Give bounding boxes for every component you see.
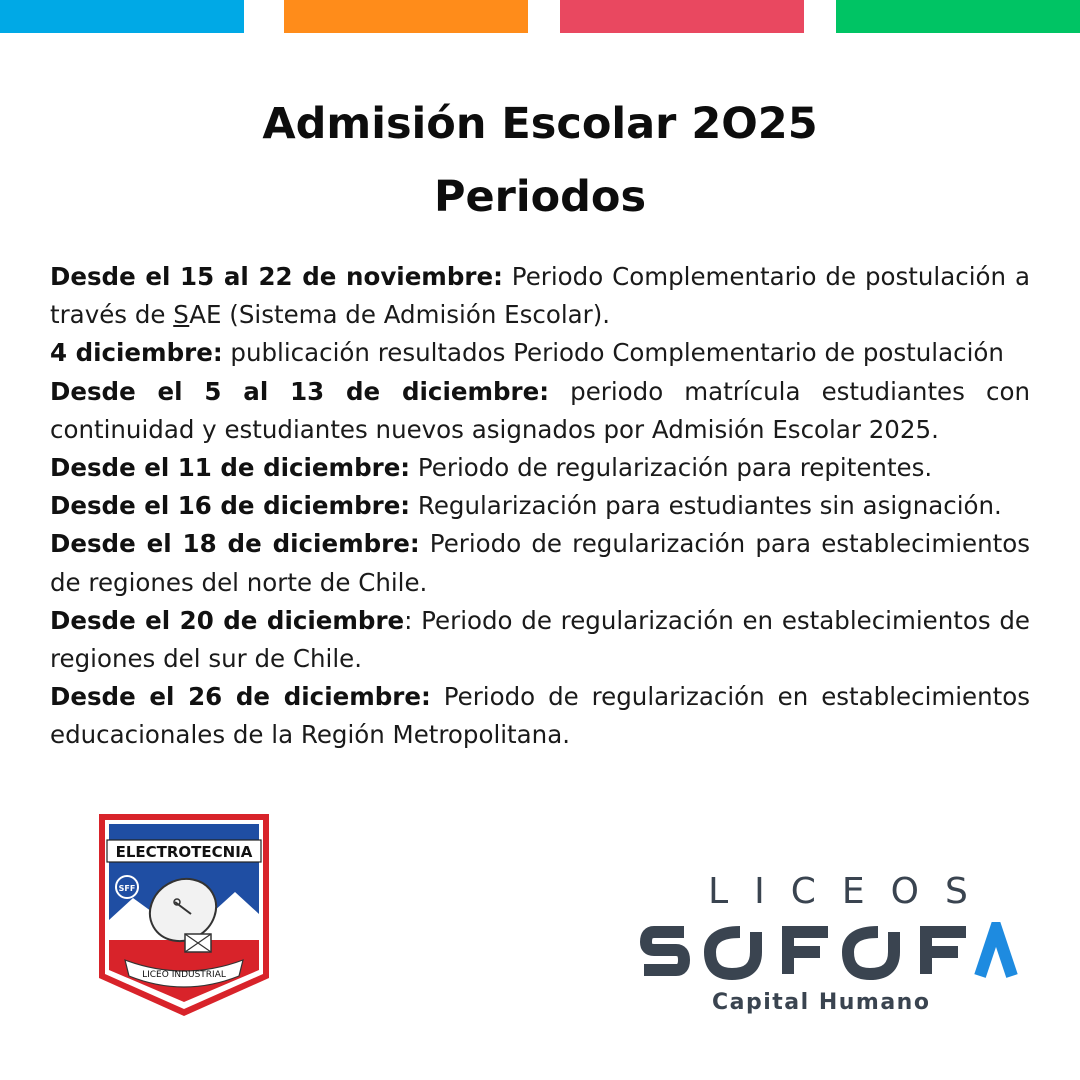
- period-date: Desde el 11 de diciembre:: [50, 453, 411, 483]
- logo-sofofa-wordmark: [640, 922, 1020, 982]
- period-text: periodo matrícula estudiantes con continuidad y estudiantes nuevos asignados por Admisión Escolar 2025.: [50, 376, 1030, 444]
- period-text: AE (Sistema de Admisión Escolar).: [189, 300, 611, 330]
- shield-bottom-text: LICEO INDUSTRIAL: [142, 970, 226, 980]
- period-item: [50, 258, 1030, 334]
- period-item: [50, 678, 1030, 754]
- page-title: [0, 88, 1080, 234]
- period-item: [50, 373, 1030, 449]
- period-text: Regularización para estudiantes sin asignación.: [410, 491, 1002, 521]
- period-date: Desde el 26 de diciembre:: [50, 682, 431, 712]
- top-bar-red: [560, 0, 804, 33]
- title-line-1: Admisión Escolar 2O25: [262, 99, 818, 149]
- shield-top-text: ELECTROTECNIA: [115, 843, 253, 861]
- period-text: Periodo de regularización para repitentes.: [410, 453, 933, 483]
- period-text: Periodo de regularización para establecimientos de regiones del norte de Chile.: [50, 529, 1030, 597]
- logo-capital-humano-text: Capital Humano: [712, 990, 931, 1015]
- period-item: [50, 487, 1030, 525]
- period-date: Desde el 5 al 13 de diciembre:: [50, 376, 550, 406]
- period-text: Periodo Complementario de postulación a través de: [50, 262, 1030, 330]
- period-date: Desde el 16 de diciembre:: [50, 491, 411, 521]
- period-date: Desde el 15 al 22 de noviembre:: [50, 262, 503, 291]
- period-item: [50, 602, 1030, 678]
- electrotecnia-logo: [95, 810, 273, 1020]
- period-item: [50, 449, 1030, 487]
- period-date: 4 diciembre:: [50, 338, 223, 368]
- title-line-2: Periodos: [433, 172, 647, 222]
- period-item: [50, 334, 1030, 372]
- shield-badge: SFF: [118, 884, 136, 893]
- period-text: publicación resultados Periodo Complementario de postulación: [222, 338, 1004, 368]
- periods-list: [50, 258, 1030, 755]
- period-text: Periodo de regularización en establecimientos educacionales de la Región Metropolitana.: [50, 682, 1031, 750]
- period-date: Desde el 18 de diciembre:: [50, 529, 420, 559]
- logo-liceos-text: LICEOS: [708, 871, 994, 912]
- top-bar-blue: [0, 0, 244, 33]
- period-text: : Periodo de regularización en establecimientos de regiones del sur de Chile.: [50, 605, 1030, 674]
- period-text-underlined: S: [173, 300, 190, 330]
- period-item: [50, 525, 1030, 601]
- period-date: Desde el 20 de diciembre: [50, 605, 405, 635]
- top-bar-green: [836, 0, 1080, 33]
- liceos-sofofa-logo: [640, 872, 1020, 1022]
- top-bar-orange: [284, 0, 528, 33]
